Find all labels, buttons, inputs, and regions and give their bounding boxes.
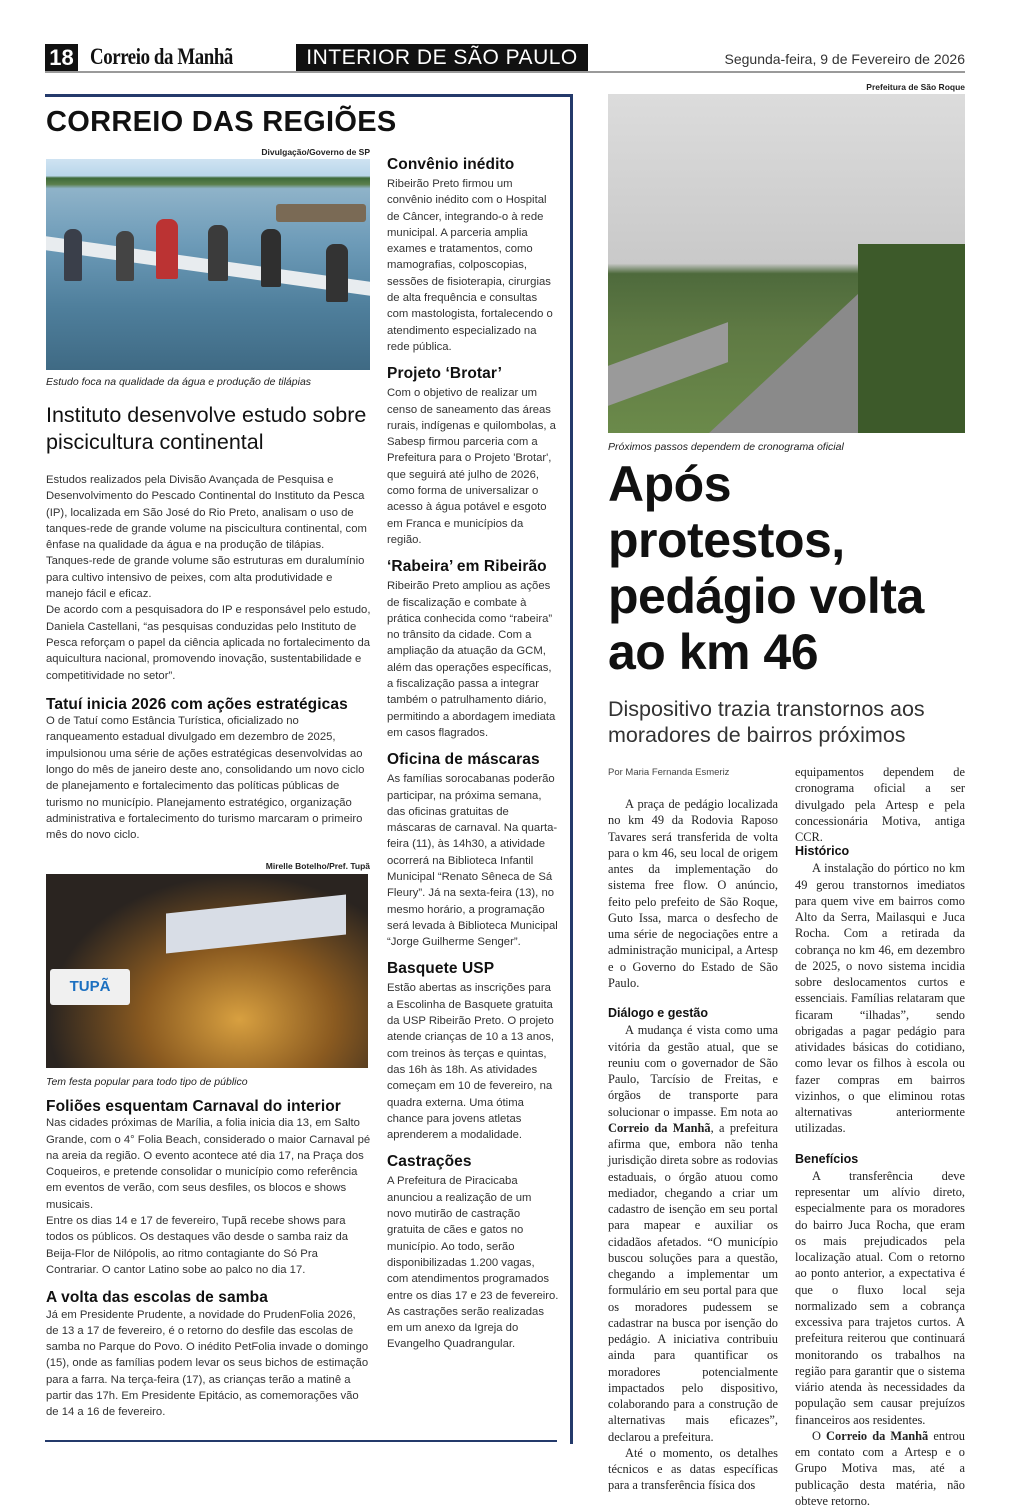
byline: Por Maria Fernanda Esmeriz bbox=[608, 767, 730, 778]
photo-credit: Mirelle Botelho/Pref. Tupã bbox=[265, 861, 370, 871]
newspaper-name: Correio da Manhã bbox=[608, 1120, 711, 1135]
paragraph: A instalação do pórtico no km 49 gerou transtornos imediatos para quem vive em bairros como Alto da Serra, Mailasqui e Juca Rocha. Com a retirada da cobrança no km 46, em dezembro de 2025, o novo sistema incidia sobre deslocamentos curtos e essenciais. Famílias relataram que ficaram “ilhadas”, sendo obrigadas a pagar pedágio para atividades básicas do cotidiano, como levar os filhos à escola ou fazer compras em bairros vizinhos, o que eliminou rotas alternativas anteriormente utilizadas. bbox=[795, 861, 965, 1136]
brief-body: Ribeirão Preto firmou um convênio inédito com o Hospital de Câncer, integrando-o à rede municipal. A parceria amplia exames e tratamentos, como mamografias, colposcopias, sessões de fisioterapia, cirurgias de alta frequência e consultas com mastologista, fortalecendo o atendimento especializado na rede pública. bbox=[387, 178, 553, 353]
paragraph: A praça de pedágio localizada no km 49 da Rodovia Raposo Tavares será transferida de volta para o km 46, seu local de origem antes da implementação do sistema free flow. O anúncio, feito pelo prefeito de São Roque, Guto Issa, marca o desfecho de uma série de negociações entre a administração municipal, a Artesp e o Governo do Estado de São Paulo. bbox=[608, 797, 778, 990]
subheading: Diálogo e gestão bbox=[608, 1006, 709, 1020]
subheading: Benefícios bbox=[795, 1151, 859, 1166]
photo-caption: Tem festa popular para todo tipo de público bbox=[46, 1076, 248, 1088]
brief-body: Estão abertas as inscrições para a Escolinha de Basquete gratuita da USP Ribeirão Preto. O projeto atende crianças de 10 a 13 anos, com treinos às terças e quintas, das 16h às 18h. As atividades começam em 10 de fevereiro, na quadra externa. Uma ótima chance para jovens atletas aprenderem a modalidade. bbox=[387, 982, 555, 1142]
newspaper-name: Correio da Manhã bbox=[826, 1428, 929, 1443]
brief-body: Com o objetivo de realizar um censo de saneamento das áreas rurais, indígenas e quilombolas, a Sabesp firmou parceria com a Prefeitura para o Projeto 'Brotar', que seguirá até julho de 2026, como forma de universalizar o acesso à água potável e esgoto em Franca e municípios da região. bbox=[387, 387, 556, 546]
paragraph bbox=[795, 1428, 965, 1509]
photo-caption: Estudo foca na qualidade da água e produção de tilápias bbox=[46, 376, 312, 388]
text: A mudança é vista como uma vitória da gestão atual, que se reuniu com o governador de São Paulo, Tarcísio de Freitas, e órgãos de transporte para solucionar o impasse. Em nota ao bbox=[608, 1023, 778, 1119]
article-headline: Instituto desenvolve estudo sobre piscicultura continental bbox=[46, 403, 367, 454]
brief-heading: Castrações bbox=[387, 1153, 472, 1171]
subheading: Histórico bbox=[795, 844, 850, 858]
brief-body: Ribeirão Preto ampliou as ações de fiscalização e combate à prática conhecida como “rabeira” no trânsito da cidade. Com a ampliação da atuação da GCM, além das operações específicas, a fiscalização passa a integrar também o patrulhamento diário, permitindo a abordagem imediata em casos flagrados. bbox=[387, 580, 556, 739]
article-body bbox=[46, 1099, 371, 1421]
brief-heading: Oficina de máscaras bbox=[387, 751, 540, 769]
article-body bbox=[46, 472, 371, 844]
text: , a prefeitura afirma que, embora não tenha jurisdição direta sobre as rodovias estaduais, o órgão atuou como mediador, chegando a criar um cadastro de isenção em seu portal para mapear e auxiliar os cidadãos afetados. “O município buscou soluções para a questão, chegando a implementar um formulário em seu portal para que os moradores pudessem se cadastrar na busca por isenção do pedágio. A iniciativa contribuiu ainda para quantificar os moradores potencialmente impactados pelo dispositivo, colaborando para a construção de alternativas mais eficazes”, declarou a prefeitura. bbox=[608, 1120, 778, 1444]
photo-credit: Divulgação/Governo de SP bbox=[261, 147, 370, 157]
highway-photo bbox=[608, 94, 965, 433]
paragraph: Até o momento, os detalhes técnicos e as datas específicas para a transferência física dos bbox=[608, 1445, 778, 1493]
regions-box-bottom bbox=[45, 1440, 557, 1442]
fish-farm-photo bbox=[46, 159, 370, 370]
brief-heading: Projeto ‘Brotar’ bbox=[387, 365, 502, 383]
briefs-column bbox=[387, 146, 559, 1353]
article-column-2 bbox=[795, 764, 965, 1508]
header-divider bbox=[45, 71, 965, 73]
article-heading: Foliões esquentam Carnaval do interior bbox=[46, 1098, 341, 1115]
paragraph: Entre os dias 14 e 17 de fevereiro, Tupã recebe shows para todos os públicos. Os destaques vão desde o samba raiz da Beija-Flor de Nilópolis, ao ritmo contagiante do Só Pra Contrariar. O cantor Latino sobe ao palco no dia 17. bbox=[46, 1215, 349, 1276]
article-heading: A volta das escolas de samba bbox=[46, 1289, 268, 1307]
paragraph: Já em Presidente Prudente, a novidade do PrudenFolia 2026, de 13 a 17 de fevereiro, é o retorno do desfile das escolas de samba no Parque do Povo. O inédito PetFolia invade o domingo (15), onde as famílias podem levar os seus bichos de estimação para a farra. Na terça-feira (17), as crianças terão a matinê a partir das 17h. Em Presidente Epitácio, as comemorações vão de 14 a 16 de fevereiro. bbox=[46, 1308, 369, 1419]
carnival-crowd-photo bbox=[46, 874, 368, 1068]
brief-heading: Basquete USP bbox=[387, 960, 495, 978]
text: O bbox=[812, 1428, 827, 1443]
paragraph: Nas cidades próximas de Marília, a folia inicia dia 13, em Salto Grande, com o 4° Folia Beach, considerado o maior Carnaval pé na areia da região. O evento acontece até dia 17, na Praça dos Coqueiros, e pretende consolidar o município como referência em eventos de verão, com seus desfiles, os blocos e shows musicais. bbox=[46, 1117, 371, 1211]
brief-body: A Prefeitura de Piracicaba anunciou a realização de um novo mutirão de castração gratuita de cães e gatos no município. Ao todo, serão disponibilizadas 1.200 vagas, com atendimentos programados entre os dias 17 e 23 de fevereiro. As castrações serão realizadas em um anexo da Igreja do Evangelho Quadrangular. bbox=[387, 1175, 559, 1351]
photo-caption: Próximos passos dependem de cronograma oficial bbox=[608, 441, 844, 453]
paragraph bbox=[608, 1022, 778, 1445]
tupa-sign: TUPÃ bbox=[50, 969, 130, 1005]
brief-heading: Convênio inédito bbox=[387, 156, 515, 173]
newspaper-logo: Correio da Manhã bbox=[90, 44, 233, 69]
text: entrou em contato com a Artesp e o Grupo Motiva mas, até a publicação desta matéria, não obteve retorno. bbox=[795, 1428, 965, 1508]
photo-credit: Prefeitura de São Roque bbox=[866, 82, 965, 92]
page-number: 18 bbox=[45, 44, 78, 71]
issue-date: Segunda-feira, 9 de Fevereiro de 2026 bbox=[724, 51, 965, 67]
article-column-1 bbox=[608, 796, 778, 1494]
paragraph: Estudos realizados pela Divisão Avançada de Pesquisa e Desenvolvimento do Pescado Continental do Instituto da Pesca (IP), localizada em São José do Rio Preto, analisam o uso de tanques-rede de grande volume na piscicultura continental, com ênfase na qualidade da água e na produção de tilápias. Tanques-rede de grande volume são estruturas em duralumínio para cultivo intensivo de peixes, com alta produtividade e manejo fácil e eficaz. bbox=[46, 474, 367, 601]
paragraph: De acordo com a pesquisadora do IP e responsável pelo estudo, Daniela Castellani, “as pesquisas conduzidas pelo Instituto de Pesca reforçam o papel da ciência aplicada no fortalecimento da aquicultura nacional, promovendo inovação, sustentabilidade e competitividade no setor”. bbox=[46, 604, 371, 682]
paragraph: O de Tatuí como Estância Turística, oficializado no ranqueamento estadual divulgado em dezembro de 2025, impulsionou uma série de ações estratégicas desenvolvidas ao longo do mês de janeiro deste ano, consolidando um novo ciclo de planejamento e fortalecimento das políticas públicas de turismo no município. Planejamento estratégico, organização administrativa e fortalecimento do turismo marcaram o primeiro mês do novo ciclo. bbox=[46, 715, 365, 842]
article-heading: Tatuí inicia 2026 com ações estratégicas bbox=[46, 695, 348, 713]
subheadline: Dispositivo trazia transtornos aos moradores de bairros próximos bbox=[608, 697, 925, 747]
brief-heading: ‘Rabeira’ em Ribeirão bbox=[387, 558, 547, 576]
paragraph-continuation: equipamentos dependem de cronograma oficial a ser divulgado pela Artesp e pela concessionária Motiva, antiga CCR. bbox=[795, 765, 965, 844]
section-title: INTERIOR DE SÃO PAULO bbox=[296, 44, 588, 71]
main-headline: Após protestos, pedágio volta ao km 46 bbox=[608, 456, 924, 680]
paragraph: A transferência deve representar um alívio direto, especialmente para os moradores do bairro Juca Rocha, que eram os mais prejudicados pela localização atual. Com o retorno ao ponto anterior, a expectativa é que o fluxo local seja normalizado sem a cobrança excessiva para trajetos curtos. A prefeitura reiterou que continuará monitorando os trabalhos na região para garantir que o sistema viário atenda às necessidades da população sem causar prejuízos financeiros aos residentes. bbox=[795, 1168, 965, 1427]
regions-title: CORREIO DAS REGIÕES bbox=[46, 106, 397, 138]
brief-body: As famílias sorocabanas poderão participar, na próxima semana, das oficinas gratuitas de máscaras de carnaval. Na quarta-feira (11), às 14h30, a atividade ocorrerá na Biblioteca Infantil Municipal “Renato Sêneca de Sá Fleury”. Já na sexta-feira (13), no mesmo horário, a programação será levada à Biblioteca Municipal “Jorge Guilherme Senger”. bbox=[387, 773, 558, 949]
